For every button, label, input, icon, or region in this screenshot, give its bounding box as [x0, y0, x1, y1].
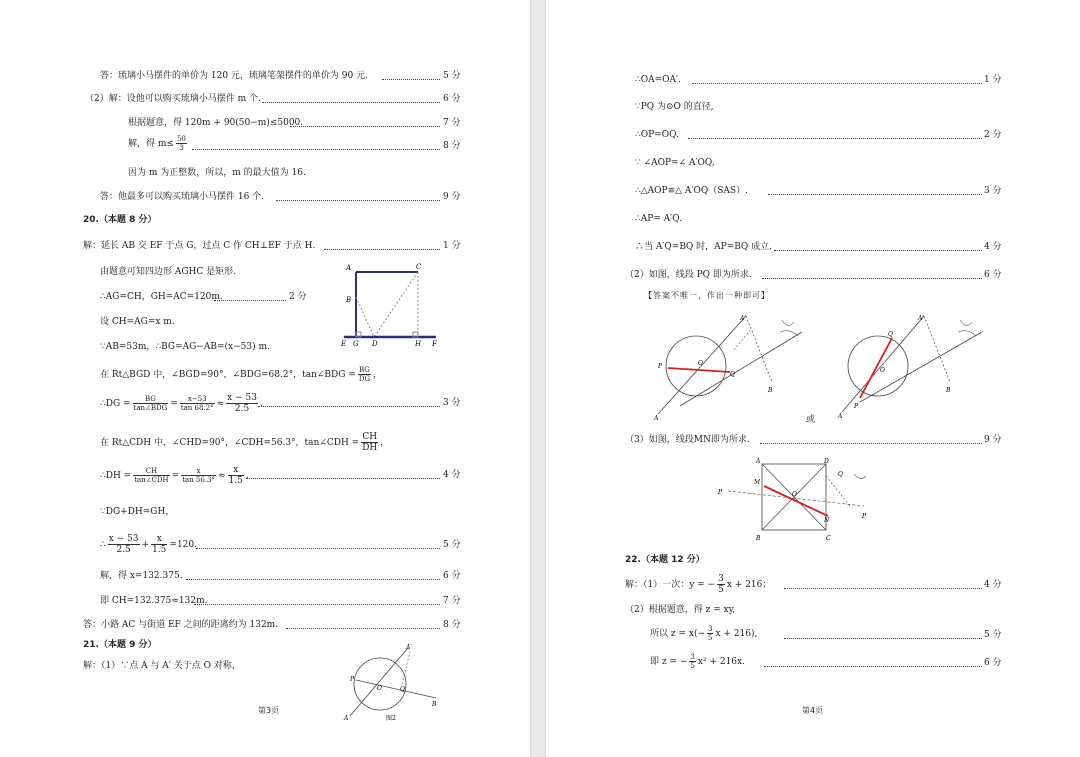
- point-label: O: [698, 360, 703, 367]
- score: 4 分: [443, 470, 461, 480]
- score: 3 分: [443, 398, 461, 408]
- point-label: N: [824, 517, 830, 524]
- q21-line-8: ∴当 A′Q=BQ 时，AP=BQ 成立.: [635, 242, 772, 252]
- page-3: [0, 0, 530, 757]
- figure-square-mn: [714, 456, 884, 542]
- figure-construction-2: [836, 310, 986, 422]
- score: 6 分: [443, 571, 461, 581]
- score: 8 分: [443, 620, 461, 630]
- score: 4 分: [984, 242, 1002, 252]
- leader-dots: [192, 149, 440, 150]
- q20-line-13: 即 CH=132.375≈132m.: [100, 596, 208, 606]
- q22-line-4: 即 z = − $\frac{3}{5}$ x² + 216x.: [650, 653, 745, 670]
- score: 8 分: [443, 141, 461, 151]
- point-label: O: [880, 367, 885, 374]
- point-label: A: [344, 715, 349, 722]
- point-label: A: [654, 415, 659, 422]
- point-label: P: [718, 489, 723, 496]
- figure-circle-2: [342, 640, 442, 722]
- leader-dots: [774, 250, 982, 251]
- leader-dots: [186, 579, 440, 580]
- point-label: P: [350, 676, 355, 683]
- point-label: C: [416, 263, 422, 271]
- score: 9 分: [984, 435, 1002, 445]
- leader-dots: [286, 628, 440, 629]
- point-label: H: [415, 340, 422, 348]
- q20-line-9: ∴DH = $\frac{CH}{\text{tan∠CDH}}$ = $\frac{x}{\tan 56.3^\circ}$ ≈ $\frac{x}{1.5}$ .: [100, 465, 249, 486]
- q20-line-8: 在 Rt△CDH 中，∠CHD=90°，∠CDH=56.3°，tan∠CDH = $\frac{CH}{DH}$ ，: [100, 432, 390, 453]
- part2-line: （2）解：设他可以购买琉璃小马摆件 m 个.: [85, 94, 261, 104]
- score: 5 分: [443, 540, 461, 550]
- leader-dots: [276, 200, 440, 201]
- point-label: Q: [400, 686, 405, 693]
- q20-line-5: ∵AB=53m，∴BG=AG−AB=(x−53) m.: [100, 342, 270, 352]
- point-label: G: [353, 340, 359, 348]
- point-label: F: [432, 340, 437, 348]
- score: 6 分: [984, 658, 1002, 668]
- score: 1 分: [443, 241, 461, 251]
- point-label: A′: [918, 315, 924, 322]
- point-label: O: [792, 491, 797, 498]
- score: 1 分: [984, 75, 1002, 85]
- point-label: M: [754, 479, 761, 486]
- score: 3 分: [984, 186, 1002, 196]
- point-label: A: [838, 413, 843, 420]
- q20-line-7: ∴DG = $\frac{BG}{\text{tan∠BDG}}$ = $\frac{x-53}{\tan 68.2^\circ}$ ≈ $\frac{x - 53}{2.5}$ .: [100, 393, 263, 414]
- figure-caption: 图2: [386, 715, 396, 722]
- question-21-heading: 21.（本题 9 分）: [83, 640, 157, 650]
- q21-part2: （2）如图，线段 PQ 即为所求.: [625, 270, 752, 280]
- point-label: D: [372, 340, 378, 348]
- note-multiple-answers: 【答案不唯一，作出一种即可】: [644, 291, 770, 300]
- q21-line-3: ∵PQ 为⊙O 的直径,: [635, 102, 714, 112]
- score: 7 分: [443, 596, 461, 606]
- point-label: A: [346, 264, 352, 272]
- point-label: B: [946, 387, 951, 394]
- page-number: 第3页: [258, 706, 280, 715]
- leader-dots: [290, 126, 440, 127]
- point-label: B: [756, 535, 761, 542]
- score: 6 分: [984, 270, 1002, 280]
- leader-dots: [692, 83, 982, 84]
- point-label: P: [658, 363, 663, 370]
- score: 5 分: [443, 71, 461, 81]
- leader-dots: [194, 604, 440, 605]
- score: 9 分: [443, 192, 461, 202]
- figure-construction-1: [650, 310, 806, 422]
- score: 4 分: [984, 580, 1002, 590]
- leader-dots: [784, 588, 982, 589]
- leader-dots: [262, 102, 440, 103]
- q20-line-1: 解：延长 AB 交 EF 于点 G，过点 C 作 CH⊥EF 于点 H.: [83, 241, 316, 251]
- point-label: Q: [838, 471, 843, 478]
- q21-line-1: 解：（1）∵点 A 与 A′ 关于点 O 对称，: [83, 661, 241, 671]
- point-label: Q: [888, 331, 893, 338]
- point-label: A′: [406, 644, 412, 651]
- or-label: 或: [806, 415, 816, 425]
- q21-line-7: ∴AP= A′Q.: [635, 214, 683, 224]
- question-22-heading: 22.（本题 12 分）: [625, 555, 705, 565]
- leader-dots: [324, 249, 440, 250]
- leader-dots: [762, 278, 982, 279]
- figure-rectangle-aghc: [336, 260, 446, 350]
- q20-answer: 答：小路 AC 与街道 EF 之间的距离约为 132m.: [83, 620, 279, 630]
- q20-line-12: 解，得 x=132.375.: [100, 571, 183, 581]
- inequality-line: 根据题意，得 120m + 90(50−m)≤5000.: [128, 118, 304, 128]
- leader-dots: [258, 406, 440, 407]
- leader-dots: [764, 666, 982, 667]
- integer-line: 因为 m 为正整数，所以，m 的最大值为 16.: [128, 168, 306, 178]
- leader-dots: [196, 548, 440, 549]
- score: 2 分: [984, 130, 1002, 140]
- leader-dots: [784, 638, 982, 639]
- q21-line-4: ∴OP=OQ.: [635, 130, 679, 140]
- answer-line-2: 答：他最多可以购买琉璃小马摆件 16 个.: [100, 192, 265, 202]
- score: 7 分: [443, 118, 461, 128]
- point-label: A: [756, 458, 761, 465]
- question-20-heading: 20.（本题 8 分）: [83, 215, 157, 225]
- page-4: [546, 0, 1080, 757]
- point-label: B: [768, 387, 773, 394]
- leader-dots: [688, 138, 982, 139]
- point-label: P: [854, 403, 859, 410]
- q21-line-6: ∴△AOP≌△ A′OQ（SAS）.: [635, 186, 748, 196]
- q21-line-2: ∴OA=OA′.: [635, 75, 681, 85]
- q21-part3: （3）如图，线段MN即为所求.: [625, 435, 750, 445]
- q20-line-10: ∵DG+DH=GH，: [100, 507, 175, 517]
- leader-dots: [214, 300, 286, 301]
- point-label: C: [826, 535, 831, 542]
- q20-line-11: ∴ $\frac{x - 53}{2.5}$ + $\frac{x}{1.5}$ =120.: [100, 534, 197, 555]
- q22-line-3: 所以 z = x(− $\frac{3}{5}$ x + 216),: [650, 625, 758, 642]
- page-number: 第4页: [802, 706, 824, 715]
- leader-dots: [246, 478, 440, 479]
- point-label: B: [346, 296, 352, 304]
- q20-line-3: ∴AG=CH，GH=AC=120m.: [100, 292, 223, 302]
- leader-dots: [382, 79, 440, 80]
- q22-line-2: （2）根据题意，得 z = xy,: [625, 605, 736, 615]
- leader-dots: [768, 194, 982, 195]
- point-label: B: [432, 701, 437, 708]
- point-label: P: [862, 513, 867, 520]
- answer-line-1: 答：琉璃小马摆件的单价为 120 元，琉璃笔架摆件的单价为 90 元.: [100, 71, 368, 81]
- score: 6 分: [443, 94, 461, 104]
- point-label: D: [824, 458, 829, 465]
- q20-line-4: 设 CH=AG=x m.: [100, 317, 175, 327]
- solve-line: 解，得 m≤ $\frac{50}{3}$: [128, 135, 186, 152]
- q21-line-5: ∵ ∠AOP=∠ A′OQ,: [635, 158, 715, 168]
- point-label: O: [377, 685, 382, 692]
- score: 2 分: [289, 292, 307, 302]
- point-label: A′: [740, 315, 746, 322]
- score: 5 分: [984, 630, 1002, 640]
- point-label: E: [341, 340, 347, 348]
- q20-line-6: 在 Rt△BGD 中，∠BGD=90°，∠BDG=68.2°，tan∠BDG = $\frac{BG}{DG}$ ，: [100, 366, 383, 383]
- q20-line-2: 由题意可知四边形 AGHC 是矩形.: [100, 267, 237, 277]
- point-label: Q: [730, 371, 735, 378]
- leader-dots: [760, 443, 982, 444]
- q22-line-1: 解：（1）一次：y = − $\frac{3}{5}$ x + 216；: [625, 574, 772, 595]
